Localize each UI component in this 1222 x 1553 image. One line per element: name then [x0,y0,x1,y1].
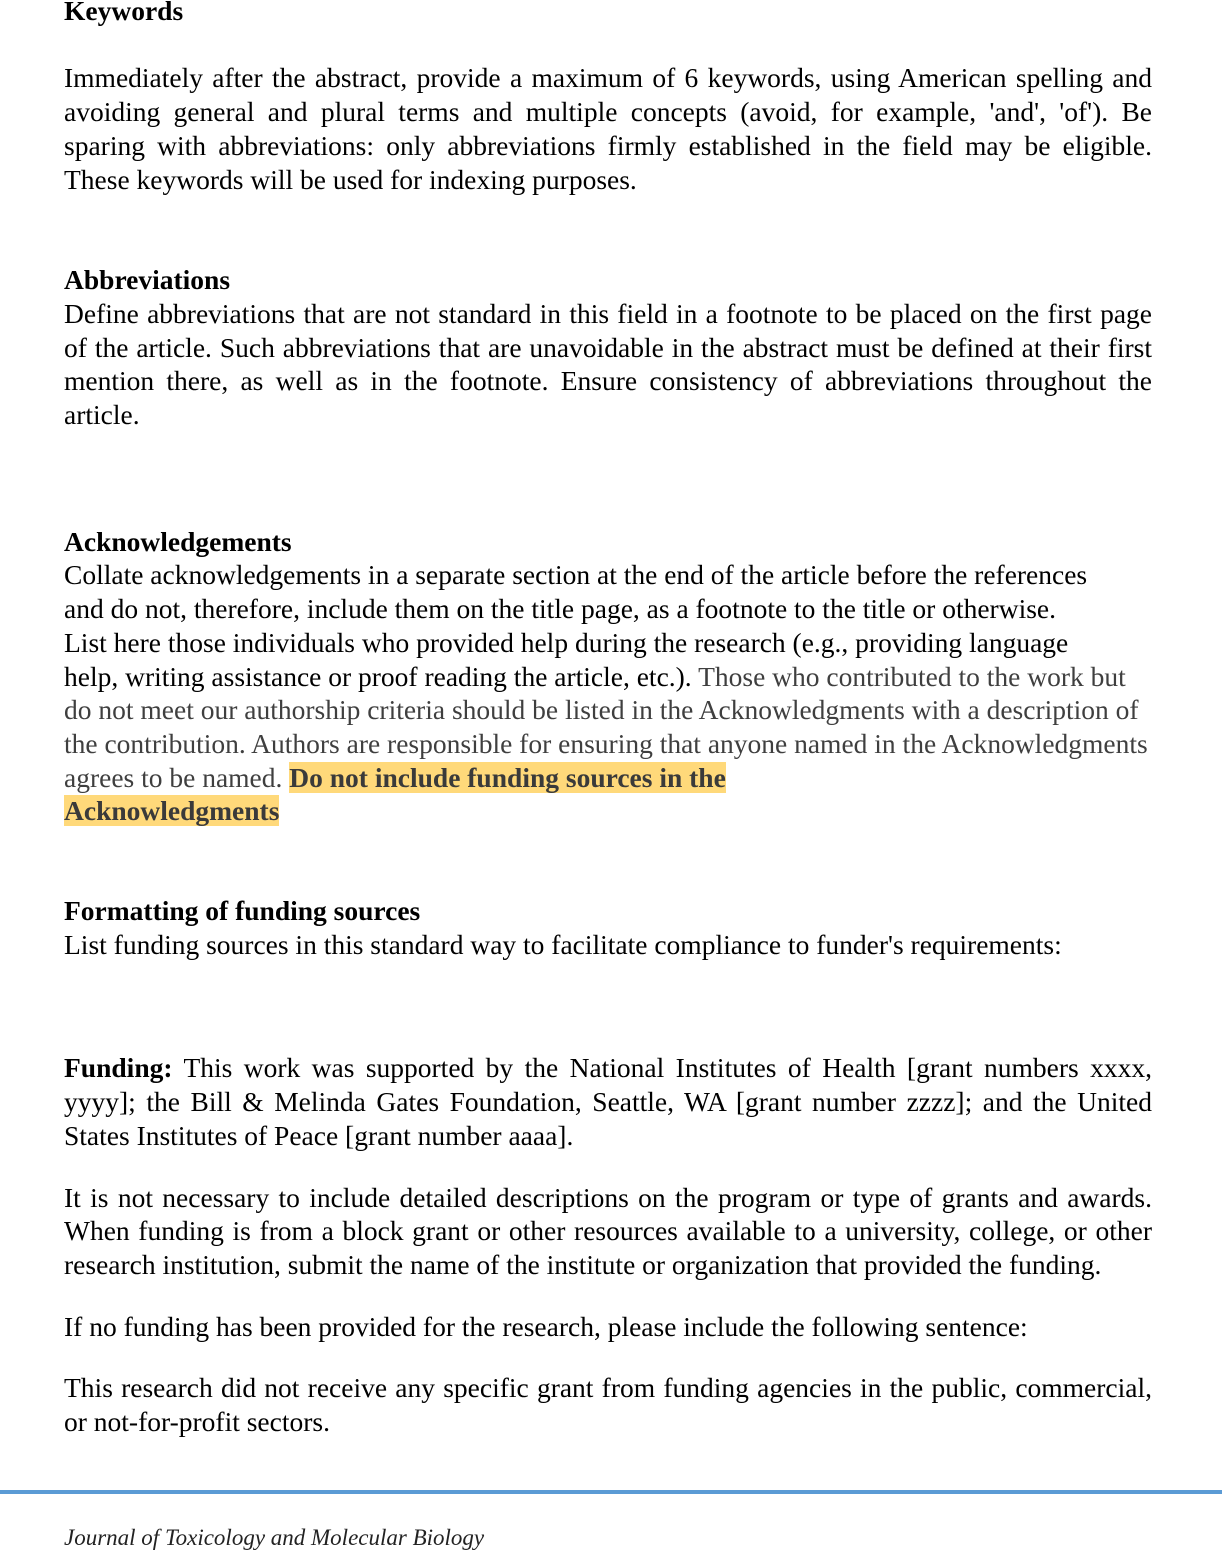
acknowledgements-body [64,558,1152,828]
funding-text: This work was supported by the National Institutes of Health [grant numbers xxxx, yyyy]; the Bill & Melinda Gates Foundation, Seattle, WA [grant number zzzz]; and the United States Institutes of Peace [grant number aaaa]. [64,1052,1152,1151]
no-funding-paragraph: If no funding has been provided for the research, please include the following sentence: [64,1310,1028,1342]
keywords-body: Immediately after the abstract, provide a maximum of 6 keywords, using American spelling and avoiding general and plural terms and multiple concepts (avoid, for example, 'and', 'of'). Be sparing with abbreviations: only abbreviations firmly established in the field may be eligible. These keywords will be used for indexing purposes. [64,62,1152,195]
footer-divider [0,1490,1222,1494]
funding-details-paragraph: It is not necessary to include detailed descriptions on the program or type of grants and awards. When funding is from a block grant or other resources available to a university, college, or other research institution, submit the name of the institute or organization that provided the funding. [64,1181,1152,1280]
funding-warning-highlight: Do not include funding sources in the [289,761,726,793]
no-funding-statement: This research did not receive any specific grant from funding agencies in the public, commercial, or not-for-profit sectors. [64,1372,1152,1438]
abbreviations-heading: Abbreviations [64,264,231,296]
document-page [64,0,1152,1439]
funding-format-heading: Formatting of funding sources [64,895,421,927]
acknowledgements-line: and do not, therefore, include them on the title page, as a footnote to the title or otherwise. [64,593,1056,625]
footer-journal-name: Journal of Toxicology and Molecular Biology [64,1525,485,1550]
abbreviations-body: Define abbreviations that are not standard in this field in a footnote to be placed on the first page of the article. Such abbreviations that are unavoidable in the abstract must be defined at their first mention there, as well as in the footnote. Ensure consistency of abbreviations throughout the article. [64,297,1152,431]
funding-warning-highlight-cont: Acknowledgments [64,795,280,827]
acknowledgements-tail [64,660,1149,829]
keywords-heading: Keywords [64,0,184,26]
funding-format-body: List funding sources in this standard way to facilitate compliance to funder's requirements: [64,928,1062,960]
acknowledgements-line: Collate acknowledgements in a separate section at the end of the article before the references [64,559,1088,591]
funding-example [64,1051,1152,1152]
acknowledgements-line: List here those individuals who provided help during the research (e.g., providing language [64,626,1069,658]
acknowledgements-heading: Acknowledgements [64,525,292,557]
acknowledgements-line: help, writing assistance or proof reading the article, etc.). [64,660,692,692]
funding-label: Funding: [64,1052,173,1084]
acknowledgements-grey-text: Those who contributed to the work but do not meet our authorship criteria should be listed in the Acknowledgments with a description of the contribution. Authors are responsible for ensuring that anyone named in the Acknowledgments agrees to be named. [64,660,1148,793]
